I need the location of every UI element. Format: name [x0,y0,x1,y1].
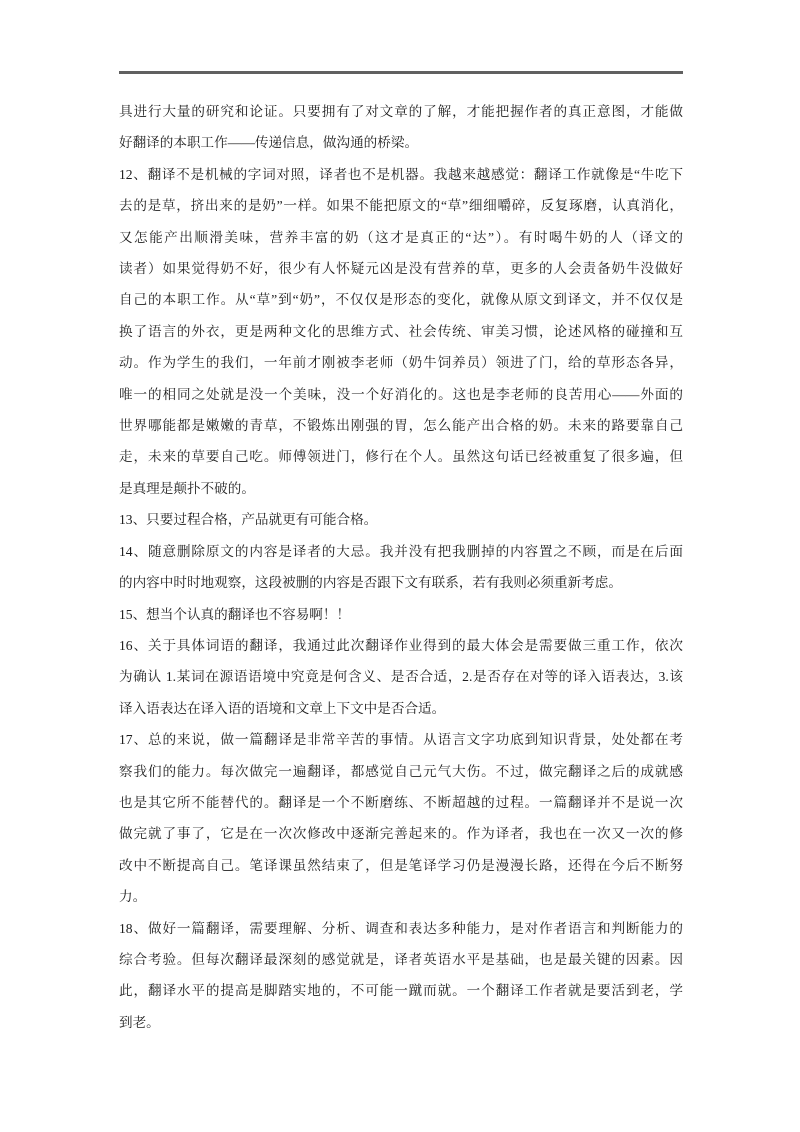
text-line: 世界哪能都是嫩嫩的青草，不锻炼出刚强的胃，怎么能产出合格的奶。未来的路要靠自己 [119,418,683,434]
text-line: 综合考验。但每次翻译最深刻的感觉就是，译者英语水平是基础，也是最关键的因素。因 [119,951,683,967]
text-line: 也是其它所不能替代的。翻译是一个不断磨练、不断超越的过程。一篇翻译并不是说一次 [119,794,683,810]
text-line: 的内容中时时地观察，这段被删的内容是否跟下文有联系，若有我则必须重新考虑。 [119,575,622,591]
text-line: 18、做好一篇翻译，需要理解、分析、调查和表达多种能力，是对作者语言和判断能力的 [119,920,683,936]
text-line: 读者）如果觉得奶不好，很少有人怀疑元凶是没有营养的草，更多的人会责备奶牛没做好 [119,261,683,277]
text-line: 动。作为学生的我们，一年前才刚被李老师（奶牛饲养员）领进了门，给的草形态各异， [119,355,683,371]
text-line: 到老。 [119,1014,160,1030]
text-line: 为确认 1.某词在源语语境中究竟是何含义、是否合适，2.是否存在对等的译入语表达，3.该 [119,669,683,685]
text-line: 16、关于具体词语的翻译，我通过此次翻译作业得到的最大体会是需要做三重工作，依次 [119,637,683,653]
text-line: 做完就了事了，它是在一次次修改中逐渐完善起来的。作为译者，我也在一次又一次的修 [119,826,683,842]
text-line: 走，未来的草要自己吃。师傅领进门，修行在个人。虽然这句话已经被重复了很多遍，但 [119,449,683,465]
text-line: 力。 [119,889,147,905]
text-line: 13、只要过程合格，产品就更有可能合格。 [119,512,378,528]
text-line: 好翻译的本职工作——传递信息，做沟通的桥梁。 [119,135,419,151]
text-line: 15、想当个认真的翻译也不容易啊！！ [119,606,351,622]
header-rule [119,71,683,74]
text-line: 自己的本职工作。从“草”到“奶”，不仅仅是形态的变化，就像从原文到译文，并不仅仅是 [119,292,683,308]
document-body [119,96,683,1038]
text-line: 14、随意删除原文的内容是译者的大忌。我并没有把我删掉的内容置之不顾，而是在后面 [119,543,683,559]
text-line: 又怎能产出顺滑美味，营养丰富的奶（这才是真正的“达”）。有时喝牛奶的人（译文的 [119,229,683,245]
text-line: 具进行大量的研究和论证。只要拥有了对文章的了解，才能把握作者的真正意图，才能做 [119,104,683,119]
text-line: 此，翻译水平的提高是脚踏实地的，不可能一蹴而就。一个翻译工作者就是要活到老，学 [119,983,683,999]
text-line: 改中不断提高自己。笔译课虽然结束了，但是笔译学习仍是漫漫长路，还得在今后不断努 [119,857,683,873]
text-line: 12、翻译不是机械的字词对照，译者也不是机器。我越来越感觉：翻译工作就像是“牛吃下 [119,166,683,182]
text-line: 17、总的来说，做一篇翻译是非常辛苦的事情。从语言文字功底到知识背景，处处都在考 [119,732,683,748]
text-line: 译入语表达在译入语的语境和文章上下文中是否合适。 [119,700,446,716]
text-line: 察我们的能力。每次做完一遍翻译，都感觉自己元气大伤。不过，做完翻译之后的成就感 [119,763,683,779]
text-line: 是真理是颠扑不破的。 [119,480,255,496]
text-line: 去的是草，挤出来的是奶”一样。如果不能把原文的“草”细细嚼碎，反复琢磨，认真消化， [119,198,683,214]
text-line: 唯一的相同之处就是没一个美味，没一个好消化的。这也是李老师的良苦用心——外面的 [119,386,683,402]
text-line: 换了语言的外衣，更是两种文化的思维方式、社会传统、审美习惯，论述风格的碰撞和互 [119,323,683,339]
